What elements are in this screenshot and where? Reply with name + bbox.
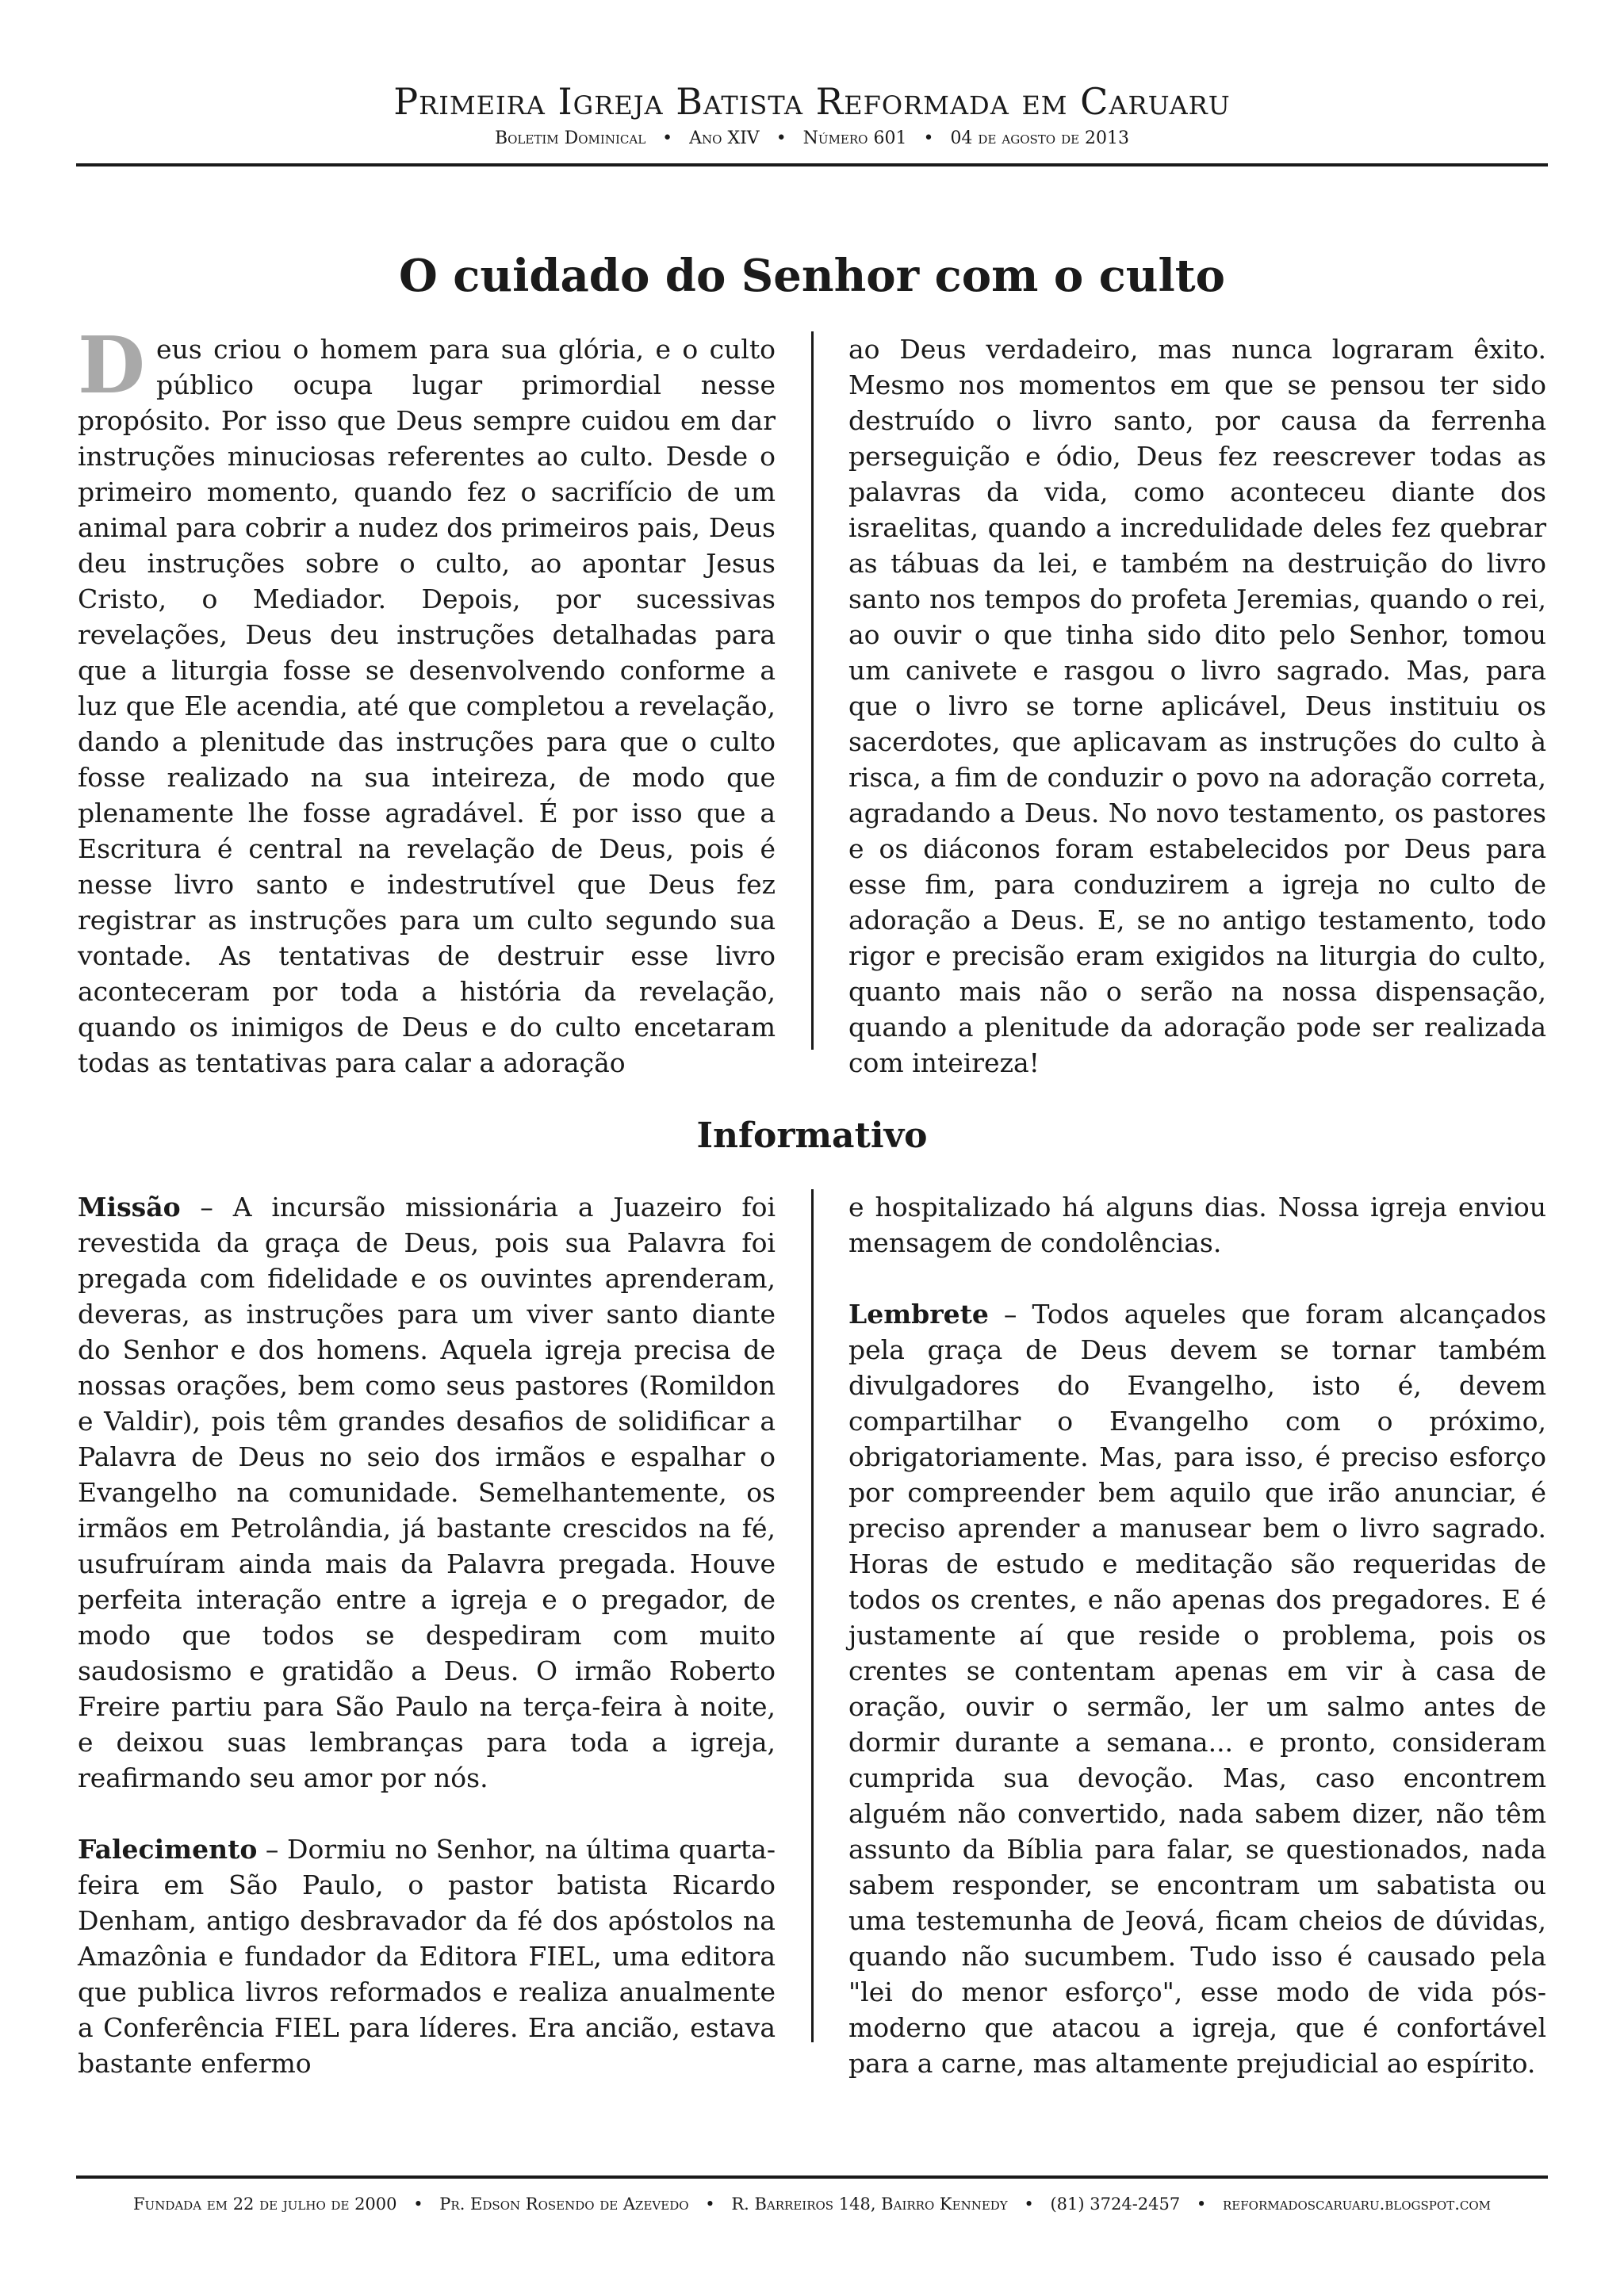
falecimento-item <box>78 1831 776 2081</box>
footer <box>76 2192 1548 2216</box>
footer-address: R. Barreiros 148, Bairro Kennedy <box>731 2195 1008 2214</box>
article-paragraph <box>78 320 776 1081</box>
separator-dot: • <box>776 128 787 148</box>
bulletin-date: 04 de agosto de 2013 <box>950 128 1130 148</box>
header-rule <box>76 163 1548 166</box>
falecimento-continued: e hospitalizado há alguns dias. Nossa igreja enviou mensagem de condolências. <box>848 1192 1546 1258</box>
separator-dot: • <box>923 128 934 148</box>
separator-dot: • <box>1024 2195 1034 2214</box>
missao-label: Missão <box>78 1192 181 1223</box>
lembrete-label: Lembrete <box>848 1299 989 1330</box>
separator-dot: • <box>413 2195 423 2214</box>
separator-dot: • <box>662 128 673 148</box>
article-column-left <box>78 320 776 1078</box>
church-name: Primeira Igreja Batista Reformada em Caruaru <box>393 80 1231 123</box>
column-divider <box>811 331 814 1050</box>
article-title: O cuidado do Senhor com o culto <box>398 250 1225 302</box>
lembrete-item <box>848 1296 1546 2081</box>
footer-rule <box>76 2175 1548 2179</box>
footer-phone: (81) 3724-2457 <box>1050 2195 1181 2214</box>
column-divider <box>811 1189 814 2042</box>
missao-item <box>78 1189 776 1796</box>
falecimento-label: Falecimento <box>78 1834 258 1865</box>
footer-website[interactable]: reformadoscaruaru.blogspot.com <box>1223 2195 1492 2214</box>
bulletin-year: Ano XIV <box>689 128 760 148</box>
informativo-body <box>78 1189 1546 2079</box>
falecimento-text: – Dormiu no Senhor, na última quarta-feira em São Paulo, o pastor batista Ricardo Denham, antigo desbravador da fé dos apóstolos na Amazônia e fundador da Editora FIEL, uma editora que publica livros reformados e realiza anualmente a Conferência FIEL para líderes. Era ancião, estava bastante enfermo <box>78 1834 776 2079</box>
article-column-right <box>848 331 1546 1078</box>
bulletin-label: Boletim Dominical <box>494 128 646 148</box>
article-text-right: ao Deus verdadeiro, mas nunca lograram êxito. Mesmo nos momentos em que se pensou ter sido destruído o livro santo, por causa da ferrenha perseguição e ódio, Deus fez reescrever todas as palavras da vida, como aconteceu diante dos israelitas, quando a incredulidade deles fez quebrar as tábuas da lei, e também na destruição do livro santo nos tempos do profeta Jeremias, quando o rei, ao ouvir o que tinha sido dito pelo Senhor, tomou um canivete e rasgou o livro sagrado. Mas, para que o livro se torne aplicável, Deus instituiu os sacerdotes, que aplicavam as instruções do culto à risca, a fim de conduzir o povo na adoração correta, agradando a Deus. No novo testamento, os pastores e os diáconos foram estabelecidos por Deus para esse fim, para conduzirem a igreja no culto de adoração a Deus. E, se no antigo testamento, todo rigor e precisão eram exigidos na liturgia do culto, quanto mais não o serão na nossa dispensação, quando a plenitude da adoração pode ser realizada com inteireza! <box>848 334 1546 1078</box>
article-text-left: eus criou o homem para sua glória, e o culto público ocupa lugar primordial nesse propósito. Por isso que Deus sempre cuidou em dar instruções minuciosas referentes ao culto. Desde o primeiro momento, quando fez o sacrifício de um animal para cobrir a nudez dos primeiros pais, Deus deu instruções sobre o culto, ao apontar Jesus Cristo, o Mediador. Depois, por sucessivas revelações, Deus deu instruções detalhadas para que a liturgia fosse se desenvolvendo conforme a luz que Ele acendia, até que completou a revelação, dando a plenitude das instruções para que o culto fosse realizado na sua inteireza, de modo que plenamente lhe fosse agradável. É por isso que a Escritura é central na revelação de Deus, pois é nesse livro santo e indestrutível que Deus fez registrar as instruções para um culto segundo sua vontade. As tentativas de destruir esse livro aconteceram por toda a história da revelação, quando os inimigos de Deus e do culto encetaram todas as tentativas para calar a adoração <box>78 334 776 1078</box>
separator-dot: • <box>1196 2195 1207 2214</box>
footer-founded: Fundada em 22 de julho de 2000 <box>132 2195 397 2214</box>
informativo-title: Informativo <box>696 1115 928 1156</box>
informativo-column-right <box>848 1189 1546 2079</box>
drop-cap: D <box>78 320 145 411</box>
lembrete-text: – Todos aqueles que foram alcançados pela graça de Deus devem se tornar também divulgadores do Evangelho, isto é, devem compartilhar o Evangelho com o próximo, obrigatoriamente. Mas, para isso, é preciso esforço por compreender bem aquilo que irão anunciar, é preciso aprender a manusear bem o livro sagrado. Horas de estudo e meditação são requeridas de todos os crentes, e não apenas dos pregadores. E é justamente aí que reside o problema, pois os crentes se contentam apenas em vir à casa de oração, ouvir o sermão, ler um salmo antes de dormir durante a semana... e pronto, consideram cumprida sua devoção. Mas, caso encontrem alguém não convertido, nada sabem dizer, não têm assunto da Bíblia para falar, se questionados, nada sabem responder, se encontram um sabatista ou uma testemunha de Jeová, ficam cheios de dúvidas, quando não sucumbem. Tudo isso é causado pela "lei do menor esforço", esse modo de vida pós-moderno que atacou a igreja, que é confortável para a carne, mas altamente prejudicial ao espírito. <box>848 1299 1546 2079</box>
informativo-column-left <box>78 1189 776 2079</box>
bulletin-info <box>76 127 1548 151</box>
article-body <box>78 320 1546 1078</box>
masthead <box>76 79 1548 151</box>
footer-pastor: Pr. Edson Rosendo de Azevedo <box>439 2195 689 2214</box>
bulletin-number: Número 601 <box>802 128 907 148</box>
missao-text: – A incursão missionária a Juazeiro foi revestida da graça de Deus, pois sua Palavra foi pregada com fidelidade e os ouvintes aprenderam, deveras, as instruções para um viver santo diante do Senhor e dos homens. Aquela igreja precisa de nossas orações, bem como seus pastores (Romildon e Valdir), pois têm grandes desafios de solidificar a Palavra de Deus no seio dos irmãos e espalhar o Evangelho na comunidade. Semelhantemente, os irmãos em Petrolândia, já bastante crescidos na fé, usufruíram ainda mais da Palavra pregada. Houve perfeita interação entre a igreja e o pregador, de modo que todos se despediram com muito saudosismo e gratidão a Deus. O irmão Roberto Freire partiu para São Paulo na terça-feira à noite, e deixou suas lembranças para toda a igreja, reafirmando seu amor por nós. <box>78 1192 776 1793</box>
separator-dot: • <box>705 2195 715 2214</box>
